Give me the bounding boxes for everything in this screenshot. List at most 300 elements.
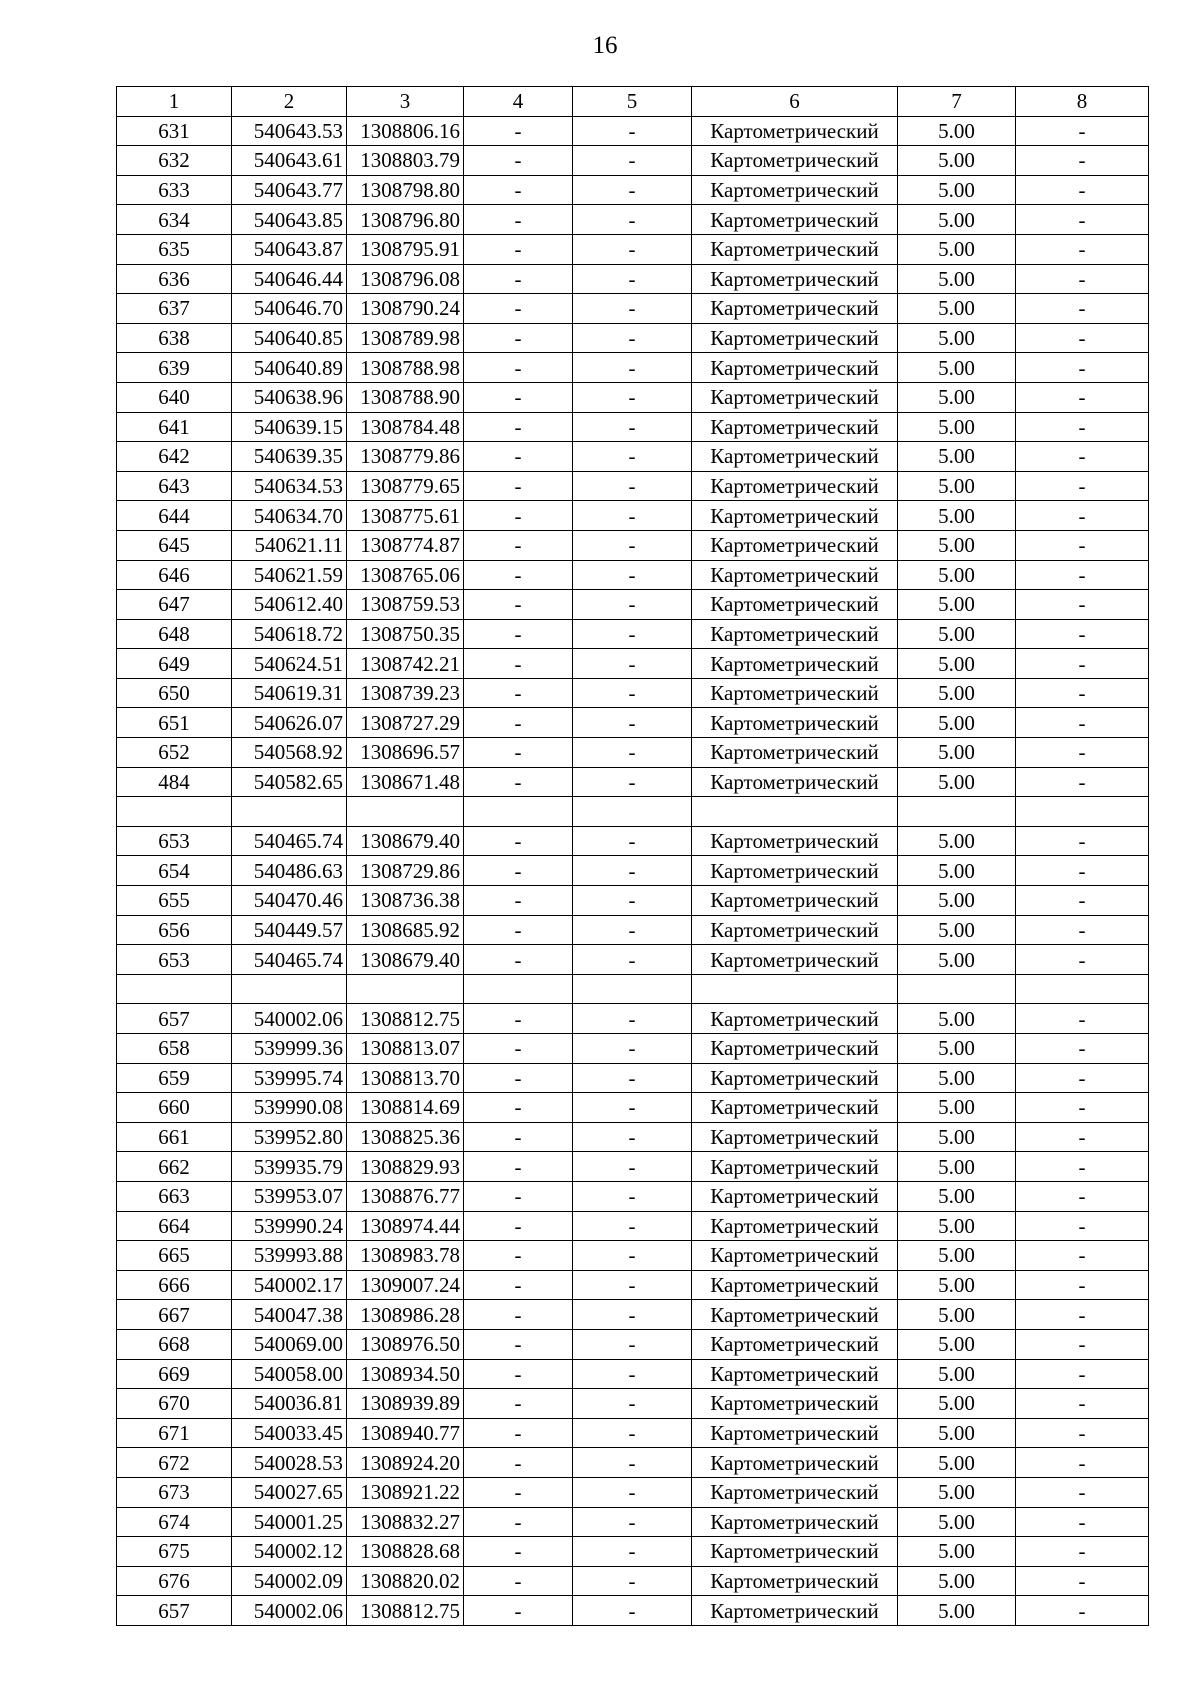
table-row — [117, 1270, 1149, 1300]
col8-cell: - — [1016, 945, 1149, 975]
accuracy-cell: 5.00 — [898, 678, 1016, 708]
table-row — [117, 1418, 1149, 1448]
accuracy-cell: 5.00 — [898, 1359, 1016, 1389]
col8-cell: - — [1016, 175, 1149, 205]
accuracy-cell: 5.00 — [898, 590, 1016, 620]
table-row — [117, 1537, 1149, 1567]
col5-cell: - — [573, 886, 692, 916]
col4-cell: - — [464, 1004, 573, 1034]
accuracy-cell: 5.00 — [898, 856, 1016, 886]
point-number-cell: 667 — [117, 1300, 232, 1330]
point-number-cell: 654 — [117, 856, 232, 886]
point-number-cell: 662 — [117, 1152, 232, 1182]
col4-cell: - — [464, 915, 573, 945]
x-coordinate-cell: 540640.89 — [232, 353, 347, 383]
col8-cell: - — [1016, 1122, 1149, 1152]
method-cell — [692, 974, 898, 1004]
x-coordinate-cell — [232, 797, 347, 827]
table-row — [117, 264, 1149, 294]
col4-cell: - — [464, 619, 573, 649]
method-cell: Картометрический — [692, 1211, 898, 1241]
col5-cell: - — [573, 678, 692, 708]
y-coordinate-cell: 1308813.07 — [347, 1034, 464, 1064]
point-number-cell: 636 — [117, 264, 232, 294]
col8-cell: - — [1016, 1359, 1149, 1389]
col5-cell: - — [573, 382, 692, 412]
table-row — [117, 146, 1149, 176]
col4-cell: - — [464, 1418, 573, 1448]
col4-cell: - — [464, 1477, 573, 1507]
method-cell: Картометрический — [692, 738, 898, 768]
col5-cell: - — [573, 1477, 692, 1507]
col5-cell: - — [573, 1389, 692, 1419]
col5-cell: - — [573, 1537, 692, 1567]
x-coordinate-cell: 540002.06 — [232, 1596, 347, 1626]
col4-cell: - — [464, 234, 573, 264]
method-cell: Картометрический — [692, 442, 898, 472]
accuracy-cell: 5.00 — [898, 1122, 1016, 1152]
col8-cell — [1016, 797, 1149, 827]
accuracy-cell: 5.00 — [898, 442, 1016, 472]
point-number-cell: 673 — [117, 1477, 232, 1507]
table-row — [117, 205, 1149, 235]
y-coordinate-cell: 1308796.08 — [347, 264, 464, 294]
x-coordinate-cell: 539995.74 — [232, 1063, 347, 1093]
table-row — [117, 471, 1149, 501]
x-coordinate-cell: 540470.46 — [232, 886, 347, 916]
col8-cell: - — [1016, 708, 1149, 738]
method-cell: Картометрический — [692, 1300, 898, 1330]
col5-cell: - — [573, 442, 692, 472]
accuracy-cell: 5.00 — [898, 649, 1016, 679]
col4-cell: - — [464, 1389, 573, 1419]
col8-cell: - — [1016, 1181, 1149, 1211]
col4-cell: - — [464, 1448, 573, 1478]
col8-cell: - — [1016, 1211, 1149, 1241]
col4-cell: - — [464, 1211, 573, 1241]
y-coordinate-cell: 1308829.93 — [347, 1152, 464, 1182]
y-coordinate-cell — [347, 797, 464, 827]
col5-cell: - — [573, 915, 692, 945]
x-coordinate-cell: 540624.51 — [232, 649, 347, 679]
y-coordinate-cell: 1308806.16 — [347, 116, 464, 146]
accuracy-cell: 5.00 — [898, 1152, 1016, 1182]
point-number-cell: 664 — [117, 1211, 232, 1241]
col4-cell: - — [464, 826, 573, 856]
col8-cell: - — [1016, 1596, 1149, 1626]
point-number-cell: 653 — [117, 826, 232, 856]
method-cell: Картометрический — [692, 826, 898, 856]
col4-cell: - — [464, 1537, 573, 1567]
point-number-cell: 663 — [117, 1181, 232, 1211]
col8-cell: - — [1016, 1329, 1149, 1359]
x-coordinate-cell: 540640.85 — [232, 323, 347, 353]
column-header: 1 — [117, 87, 232, 117]
point-number-cell: 660 — [117, 1093, 232, 1123]
col5-cell: - — [573, 1359, 692, 1389]
accuracy-cell: 5.00 — [898, 116, 1016, 146]
col8-cell: - — [1016, 738, 1149, 768]
point-number-cell: 669 — [117, 1359, 232, 1389]
table-body — [117, 116, 1149, 1625]
accuracy-cell: 5.00 — [898, 323, 1016, 353]
table-row — [117, 1359, 1149, 1389]
col5-cell: - — [573, 1329, 692, 1359]
column-header: 7 — [898, 87, 1016, 117]
x-coordinate-cell: 540619.31 — [232, 678, 347, 708]
method-cell: Картометрический — [692, 1004, 898, 1034]
y-coordinate-cell: 1308813.70 — [347, 1063, 464, 1093]
point-number-cell: 658 — [117, 1034, 232, 1064]
col4-cell: - — [464, 412, 573, 442]
table-row — [117, 738, 1149, 768]
col4-cell: - — [464, 1122, 573, 1152]
col8-cell: - — [1016, 1537, 1149, 1567]
col4-cell — [464, 974, 573, 1004]
x-coordinate-cell: 540646.70 — [232, 294, 347, 324]
x-coordinate-cell: 540028.53 — [232, 1448, 347, 1478]
col5-cell — [573, 974, 692, 1004]
x-coordinate-cell: 540465.74 — [232, 945, 347, 975]
x-coordinate-cell: 539999.36 — [232, 1034, 347, 1064]
y-coordinate-cell: 1308974.44 — [347, 1211, 464, 1241]
point-number-cell: 633 — [117, 175, 232, 205]
table-row — [117, 619, 1149, 649]
y-coordinate-cell: 1308779.86 — [347, 442, 464, 472]
point-number-cell: 646 — [117, 560, 232, 590]
method-cell: Картометрический — [692, 649, 898, 679]
col5-cell: - — [573, 1093, 692, 1123]
y-coordinate-cell: 1308779.65 — [347, 471, 464, 501]
accuracy-cell: 5.00 — [898, 738, 1016, 768]
method-cell: Картометрический — [692, 501, 898, 531]
col5-cell: - — [573, 205, 692, 235]
x-coordinate-cell: 539993.88 — [232, 1241, 347, 1271]
point-number-cell: 670 — [117, 1389, 232, 1419]
col8-cell: - — [1016, 1448, 1149, 1478]
method-cell: Картометрический — [692, 678, 898, 708]
col5-cell: - — [573, 1211, 692, 1241]
y-coordinate-cell: 1308832.27 — [347, 1507, 464, 1537]
method-cell: Картометрический — [692, 1537, 898, 1567]
point-number-cell: 645 — [117, 530, 232, 560]
table-row — [117, 1211, 1149, 1241]
method-cell: Картометрический — [692, 1329, 898, 1359]
method-cell: Картометрический — [692, 767, 898, 797]
page-number: 16 — [592, 32, 618, 59]
accuracy-cell: 5.00 — [898, 294, 1016, 324]
col8-cell: - — [1016, 856, 1149, 886]
col5-cell: - — [573, 560, 692, 590]
x-coordinate-cell: 540001.25 — [232, 1507, 347, 1537]
x-coordinate-cell: 540621.59 — [232, 560, 347, 590]
x-coordinate-cell: 540643.87 — [232, 234, 347, 264]
x-coordinate-cell: 540449.57 — [232, 915, 347, 945]
x-coordinate-cell: 539990.24 — [232, 1211, 347, 1241]
col5-cell: - — [573, 234, 692, 264]
y-coordinate-cell: 1308788.98 — [347, 353, 464, 383]
col5-cell: - — [573, 738, 692, 768]
col8-cell: - — [1016, 1093, 1149, 1123]
accuracy-cell: 5.00 — [898, 1477, 1016, 1507]
col4-cell: - — [464, 501, 573, 531]
col4-cell: - — [464, 294, 573, 324]
accuracy-cell: 5.00 — [898, 264, 1016, 294]
point-number-cell: 657 — [117, 1004, 232, 1034]
col8-cell: - — [1016, 412, 1149, 442]
column-header: 4 — [464, 87, 573, 117]
col4-cell: - — [464, 1034, 573, 1064]
method-cell: Картометрический — [692, 1389, 898, 1419]
method-cell: Картометрический — [692, 412, 898, 442]
method-cell: Картометрический — [692, 323, 898, 353]
y-coordinate-cell: 1308742.21 — [347, 649, 464, 679]
y-coordinate-cell: 1308820.02 — [347, 1566, 464, 1596]
accuracy-cell: 5.00 — [898, 619, 1016, 649]
y-coordinate-cell: 1308729.86 — [347, 856, 464, 886]
x-coordinate-cell: 540002.17 — [232, 1270, 347, 1300]
table-header-row — [117, 87, 1149, 117]
point-number-cell: 639 — [117, 353, 232, 383]
col8-cell: - — [1016, 146, 1149, 176]
col8-cell: - — [1016, 442, 1149, 472]
col8-cell: - — [1016, 294, 1149, 324]
col8-cell: - — [1016, 116, 1149, 146]
x-coordinate-cell: 540638.96 — [232, 382, 347, 412]
col4-cell: - — [464, 1181, 573, 1211]
col8-cell: - — [1016, 353, 1149, 383]
y-coordinate-cell: 1308784.48 — [347, 412, 464, 442]
method-cell: Картометрический — [692, 205, 898, 235]
accuracy-cell: 5.00 — [898, 708, 1016, 738]
col5-cell — [573, 797, 692, 827]
column-header: 3 — [347, 87, 464, 117]
col8-cell: - — [1016, 826, 1149, 856]
x-coordinate-cell: 540618.72 — [232, 619, 347, 649]
y-coordinate-cell: 1308775.61 — [347, 501, 464, 531]
col8-cell: - — [1016, 471, 1149, 501]
point-number-cell: 641 — [117, 412, 232, 442]
point-number-cell: 484 — [117, 767, 232, 797]
col5-cell: - — [573, 1596, 692, 1626]
table-row — [117, 560, 1149, 590]
table-row — [117, 412, 1149, 442]
col8-cell: - — [1016, 234, 1149, 264]
point-number-cell: 676 — [117, 1566, 232, 1596]
y-coordinate-cell: 1308986.28 — [347, 1300, 464, 1330]
col5-cell: - — [573, 323, 692, 353]
y-coordinate-cell: 1308939.89 — [347, 1389, 464, 1419]
x-coordinate-cell: 540643.85 — [232, 205, 347, 235]
method-cell: Картометрический — [692, 1359, 898, 1389]
column-header: 2 — [232, 87, 347, 117]
y-coordinate-cell: 1308812.75 — [347, 1596, 464, 1626]
table-row — [117, 974, 1149, 1004]
accuracy-cell: 5.00 — [898, 1034, 1016, 1064]
table-row — [117, 1152, 1149, 1182]
column-header: 5 — [573, 87, 692, 117]
col4-cell: - — [464, 708, 573, 738]
table-row — [117, 175, 1149, 205]
accuracy-cell: 5.00 — [898, 1093, 1016, 1123]
accuracy-cell: 5.00 — [898, 1004, 1016, 1034]
table-row — [117, 382, 1149, 412]
x-coordinate-cell: 540643.77 — [232, 175, 347, 205]
col4-cell: - — [464, 738, 573, 768]
col4-cell: - — [464, 649, 573, 679]
method-cell: Картометрический — [692, 1063, 898, 1093]
accuracy-cell: 5.00 — [898, 234, 1016, 264]
y-coordinate-cell: 1308736.38 — [347, 886, 464, 916]
y-coordinate-cell: 1308671.48 — [347, 767, 464, 797]
col5-cell: - — [573, 1152, 692, 1182]
method-cell: Картометрический — [692, 1477, 898, 1507]
coordinates-table — [116, 86, 1149, 1626]
table-row — [117, 234, 1149, 264]
col5-cell: - — [573, 945, 692, 975]
method-cell: Картометрический — [692, 471, 898, 501]
col8-cell — [1016, 974, 1149, 1004]
col5-cell: - — [573, 590, 692, 620]
method-cell: Картометрический — [692, 116, 898, 146]
col4-cell: - — [464, 146, 573, 176]
col8-cell: - — [1016, 382, 1149, 412]
method-cell: Картометрический — [692, 1034, 898, 1064]
accuracy-cell: 5.00 — [898, 886, 1016, 916]
col8-cell: - — [1016, 1034, 1149, 1064]
col8-cell: - — [1016, 915, 1149, 945]
col4-cell: - — [464, 1596, 573, 1626]
y-coordinate-cell: 1308679.40 — [347, 945, 464, 975]
y-coordinate-cell: 1308940.77 — [347, 1418, 464, 1448]
point-number-cell: 671 — [117, 1418, 232, 1448]
method-cell: Картометрический — [692, 146, 898, 176]
accuracy-cell: 5.00 — [898, 530, 1016, 560]
table-row — [117, 1329, 1149, 1359]
col8-cell: - — [1016, 1300, 1149, 1330]
y-coordinate-cell: 1308825.36 — [347, 1122, 464, 1152]
col8-cell: - — [1016, 1004, 1149, 1034]
point-number-cell: 659 — [117, 1063, 232, 1093]
method-cell: Картометрический — [692, 1152, 898, 1182]
x-coordinate-cell: 540027.65 — [232, 1477, 347, 1507]
col8-cell: - — [1016, 649, 1149, 679]
y-coordinate-cell: 1308739.23 — [347, 678, 464, 708]
col4-cell: - — [464, 205, 573, 235]
point-number-cell: 632 — [117, 146, 232, 176]
table-row — [117, 590, 1149, 620]
method-cell: Картометрический — [692, 619, 898, 649]
col5-cell: - — [573, 619, 692, 649]
y-coordinate-cell: 1308924.20 — [347, 1448, 464, 1478]
col4-cell: - — [464, 264, 573, 294]
y-coordinate-cell: 1308934.50 — [347, 1359, 464, 1389]
method-cell: Картометрический — [692, 530, 898, 560]
method-cell: Картометрический — [692, 1507, 898, 1537]
col5-cell: - — [573, 175, 692, 205]
table-row — [117, 442, 1149, 472]
col4-cell: - — [464, 1241, 573, 1271]
method-cell: Картометрический — [692, 1181, 898, 1211]
col5-cell: - — [573, 856, 692, 886]
col4-cell: - — [464, 1507, 573, 1537]
col8-cell: - — [1016, 1566, 1149, 1596]
col5-cell: - — [573, 708, 692, 738]
col4-cell: - — [464, 530, 573, 560]
y-coordinate-cell: 1308727.29 — [347, 708, 464, 738]
col4-cell: - — [464, 353, 573, 383]
point-number-cell: 634 — [117, 205, 232, 235]
col5-cell: - — [573, 530, 692, 560]
x-coordinate-cell — [232, 974, 347, 1004]
method-cell: Картометрический — [692, 264, 898, 294]
y-coordinate-cell: 1308921.22 — [347, 1477, 464, 1507]
method-cell: Картометрический — [692, 1566, 898, 1596]
method-cell: Картометрический — [692, 945, 898, 975]
table-row — [117, 1093, 1149, 1123]
table-row — [117, 353, 1149, 383]
col4-cell: - — [464, 1093, 573, 1123]
y-coordinate-cell: 1308795.91 — [347, 234, 464, 264]
col5-cell: - — [573, 1004, 692, 1034]
table-row — [117, 1122, 1149, 1152]
x-coordinate-cell: 540047.38 — [232, 1300, 347, 1330]
point-number-cell: 661 — [117, 1122, 232, 1152]
col5-cell: - — [573, 1448, 692, 1478]
method-cell: Картометрический — [692, 708, 898, 738]
table-row — [117, 116, 1149, 146]
table-row — [117, 886, 1149, 916]
accuracy-cell: 5.00 — [898, 1063, 1016, 1093]
col8-cell: - — [1016, 1270, 1149, 1300]
accuracy-cell: 5.00 — [898, 175, 1016, 205]
x-coordinate-cell: 540033.45 — [232, 1418, 347, 1448]
table-row — [117, 1596, 1149, 1626]
accuracy-cell: 5.00 — [898, 501, 1016, 531]
table-row — [117, 856, 1149, 886]
table-row — [117, 1448, 1149, 1478]
accuracy-cell: 5.00 — [898, 146, 1016, 176]
y-coordinate-cell: 1308983.78 — [347, 1241, 464, 1271]
point-number-cell: 635 — [117, 234, 232, 264]
y-coordinate-cell: 1308750.35 — [347, 619, 464, 649]
col4-cell: - — [464, 590, 573, 620]
point-number-cell: 643 — [117, 471, 232, 501]
col8-cell: - — [1016, 560, 1149, 590]
col4-cell: - — [464, 1359, 573, 1389]
method-cell — [692, 797, 898, 827]
x-coordinate-cell: 540568.92 — [232, 738, 347, 768]
method-cell: Картометрический — [692, 915, 898, 945]
column-header: 6 — [692, 87, 898, 117]
method-cell: Картометрический — [692, 1448, 898, 1478]
accuracy-cell: 5.00 — [898, 1448, 1016, 1478]
accuracy-cell: 5.00 — [898, 1329, 1016, 1359]
table-row — [117, 1063, 1149, 1093]
accuracy-cell: 5.00 — [898, 1211, 1016, 1241]
col5-cell: - — [573, 412, 692, 442]
col4-cell: - — [464, 1063, 573, 1093]
x-coordinate-cell: 539990.08 — [232, 1093, 347, 1123]
method-cell: Картометрический — [692, 560, 898, 590]
table-row — [117, 501, 1149, 531]
point-number-cell: 638 — [117, 323, 232, 353]
accuracy-cell: 5.00 — [898, 1507, 1016, 1537]
x-coordinate-cell: 540639.15 — [232, 412, 347, 442]
col8-cell: - — [1016, 323, 1149, 353]
accuracy-cell: 5.00 — [898, 1241, 1016, 1271]
table-row — [117, 1507, 1149, 1537]
